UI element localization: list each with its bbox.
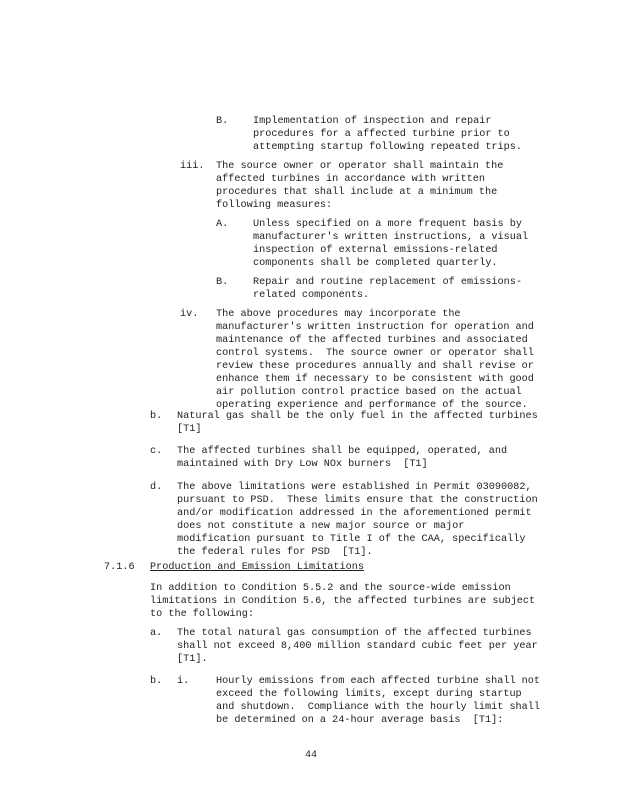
page-number: 44 — [305, 750, 318, 761]
item-text-b-top: Implementation of inspection and repair procedures for a affected turbine prior to attempting startup following repeated trips. — [253, 116, 522, 153]
limit-sublabel-b-i: i. — [177, 676, 190, 687]
item-label-iv: iv. — [180, 309, 199, 320]
item-text-iii: The source owner or operator shall maintain the affected turbines in accordance with written procedures that shall include at a minimum the following measures: — [216, 161, 504, 211]
section-title: Production and Emission Limitations — [150, 562, 364, 573]
item-label-c: c. — [150, 446, 163, 457]
item-text-c: The affected turbines shall be equipped, operated, and maintained with Dry Low NOx burners [T1] — [177, 446, 508, 470]
limit-label-a: a. — [150, 628, 163, 639]
item-label-iii: iii. — [180, 161, 205, 172]
section-number: 7.1.6 — [104, 562, 135, 573]
section-intro: In addition to Condition 5.5.2 and the source-wide emission limitations in Condition 5.6, the affected turbines are subject to the following: — [150, 583, 536, 620]
item-label-b: b. — [150, 411, 163, 422]
item-text-iii-a: Unless specified on a more frequent basis by manufacturer's written instructions, a visual inspection of external emissions-related components shall be completed quarterly. — [253, 219, 529, 269]
limit-text-b-i: Hourly emissions from each affected turbine shall not exceed the following limits, except during startup and shutdown. Compliance with the hourly limit shall be determined on a 24-hour average basis [T1]: — [216, 676, 541, 726]
item-text-iii-b: Repair and routine replacement of emissions- related components. — [253, 277, 522, 301]
item-label-d: d. — [150, 482, 163, 493]
item-text-b: Natural gas shall be the only fuel in the affected turbines [T1] — [177, 411, 538, 435]
item-text-iv: The above procedures may incorporate the manufacturer's written instruction for operation and maintenance of the affected turbines and associated control systems. The source owner or operator shall review these procedures annually and shall revise or enhance them if necessary to be consistent with good air pollution control practice based on the actual operating experience and performance of the source. — [216, 309, 534, 411]
item-label-b-top: B. — [216, 116, 229, 127]
item-label-iii-b: B. — [216, 277, 229, 288]
item-text-d: The above limitations were established in Permit 03090082, pursuant to PSD. These limits ensure that the construction and/or modification addressed in the aforementioned permit does not constitute a new major source or major modification pursuant to Title I of the CAA, specifically the federal rules for PSD [T1]. — [177, 482, 538, 558]
item-label-iii-a: A. — [216, 219, 229, 230]
limit-label-b: b. — [150, 676, 163, 687]
limit-text-a: The total natural gas consumption of the affected turbines shall not exceed 8,400 million standard cubic feet per year [T1]. — [177, 628, 538, 665]
